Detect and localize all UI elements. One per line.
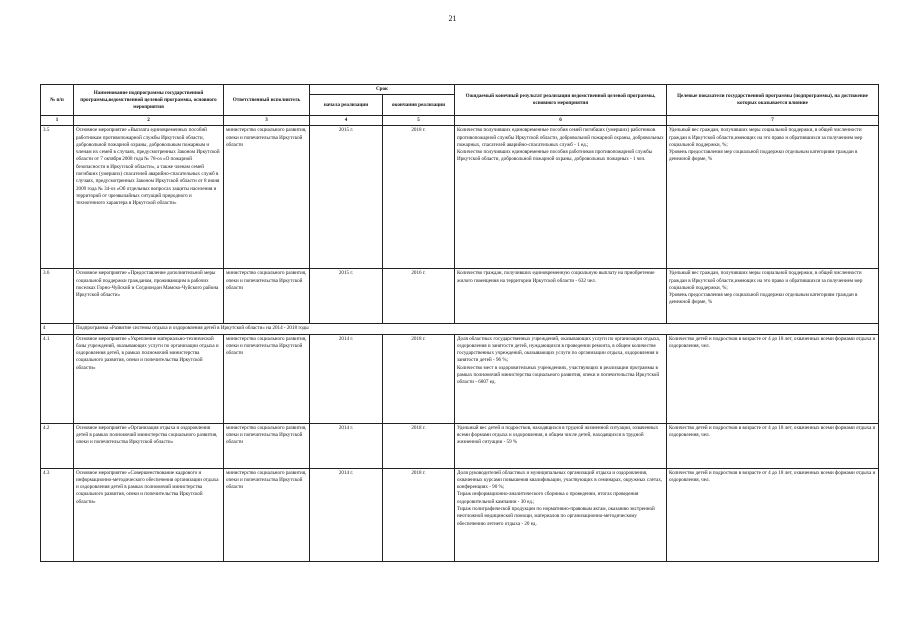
row-name: Основное мероприятие «Совершенствование кадрового и информационно-методического обеспечения организации отдыха и оздоровления детей в рамках полномочий министерства социального развития, опеки и попечительства Иркутской области» xyxy=(74,468,224,561)
header-row xyxy=(41,85,879,95)
table-row xyxy=(41,269,879,324)
header-end: окончания реализации xyxy=(383,95,455,116)
program-table xyxy=(40,84,879,562)
row-num: 4.1 xyxy=(41,334,74,423)
row-num: 4.2 xyxy=(41,423,74,468)
column-number: 5 xyxy=(383,116,455,126)
header-term: Срок xyxy=(310,85,455,95)
section-row xyxy=(41,324,879,334)
column-number: 6 xyxy=(455,116,667,126)
column-number: 4 xyxy=(310,116,383,126)
row-start: 2015 г. xyxy=(310,269,383,324)
row-name: Основное мероприятие «Укрепление материально-технической базы учреждений, оказывающих услуги по организации отдыха и оздоровления детей, в рамках полномочий министерства социального развития, опеки и попечительства Иркутской области» xyxy=(74,334,224,423)
table-row xyxy=(41,468,879,561)
row-executor: министерство социального развития, опеки и попечительства Иркутской области xyxy=(224,423,310,468)
row-result: Доля руководителей областных и муниципальных организаций отдыха и оздоровления, охваченных курсами повышения квалификации, участвующих в семинарах, окружных слетах, конференциях - 90 %; Тираж информационно-аналитического сборника о проведении, итогах проведения оздоровительной кампании - 30 ед.; Тираж полиграфической продукции по нормативно-правовым актам, оказанию экстренной неотложной медицинской помощи, материалов по организационно-методическому обеспечению летнего отдыха - 20 ед. xyxy=(455,468,667,561)
row-start: 2014 г. xyxy=(310,334,383,423)
row-indicators: Удельный вес граждан, получивших меры социальной поддержки, в общей численности граждан в Иркутской области,имеющих на это право и обратившихся за получением мер социальной поддержки, %; Уровень предоставления мер социальной поддержки отдельным категориям граждан в денежной форме, % xyxy=(667,126,879,269)
row-executor: министерство социального развития, опеки и попечительства Иркутской области xyxy=(224,126,310,269)
row-start: 2014 г. xyxy=(310,423,383,468)
row-num: 3.5 xyxy=(41,126,74,269)
row-executor: министерство социального развития, опеки и попечительства Иркутской области xyxy=(224,334,310,423)
row-result: Количество граждан, получивших единовременную социальную выплату на приобретение жилого помещения на территории Иркутской области - 632 чел. xyxy=(455,269,667,324)
row-end: 2018 г. xyxy=(383,126,455,269)
column-number: 7 xyxy=(667,116,879,126)
row-indicators: Количество детей и подростков в возрасте от 4 до 18 лет, охваченных всеми формами отдыха и оздоровления, чел. xyxy=(667,423,879,468)
header-num: № п/п xyxy=(41,85,74,116)
row-result: Количество получивших единовременные пособия семей погибших (умерших) работников противопожарной службы Иркутской области, добровольной пожарной охраны, добровольных пожарных, спасателей аварийно-спасательных служб - 1 ед.; Количество получивших единовременные пособия работников противопожарной службы Иркутской области, добровольной пожарной охраны, добровольных пожарных - 1 чел. xyxy=(455,126,667,269)
row-indicators: Удельный вес граждан, получивших меры социальной поддержки, в общей численности граждан в Иркутской области,имеющих на это право и обратившихся за получением мер социальной поддержки, %; Уровень предоставления мер социальной поддержки отдельным категориям граждан в денежной форме, % xyxy=(667,269,879,324)
row-end: 2018 г. xyxy=(383,423,455,468)
row-executor: министерство социального развития, опеки и попечительства Иркутской области xyxy=(224,468,310,561)
row-num: 3.6 xyxy=(41,269,74,324)
row-result: Доля областных государственных учреждений, оказывающих услуги по организации отдыха, оздоровления и занятости детей, нуждающихся в проведении ремонта, в общем количестве государственных учреждений, оказывающих услуги по организации отдыха, оздоровления и занятости детей - 96 %; Количество мест в оздоровительных учреждениях, участвующих в реализации программы в рамках полномочий министерства социального развития, опеки и попечительства Иркутской области - 6807 ед. xyxy=(455,334,667,423)
row-executor: министерство социального развития, опеки и попечительства Иркутской области xyxy=(224,269,310,324)
row-name: Основное мероприятие «Предоставление дополнительной меры социальной поддержки гражданам, проживающим в рабочих поселках Горно-Чуйский и Согдиондон Мамско-Чуйского района Иркутской области» xyxy=(74,269,224,324)
table-row xyxy=(41,126,879,269)
section-title: Подпрограмма «Развитие системы отдыха и оздоровления детей в Иркутской области» на 2014 - 2018 годы xyxy=(74,324,879,334)
page-number: 21 xyxy=(448,14,457,23)
section-num: 4 xyxy=(41,324,74,334)
row-end: 2018 г. xyxy=(383,468,455,561)
row-end: 2018 г. xyxy=(383,334,455,423)
table-row xyxy=(41,423,879,468)
row-num: 4.3 xyxy=(41,468,74,561)
row-start: 2014 г. xyxy=(310,468,383,561)
table-row xyxy=(41,334,879,423)
row-name: Основное мероприятие «Организация отдыха и оздоровления детей в рамках полномочий министерства социального развития, опеки и попечительства Иркутской области» xyxy=(74,423,224,468)
header-result: Ожидаемый конечный результат реализации ведомственной целевой программы, основного мероприятия xyxy=(455,85,667,116)
row-name: Основное мероприятие «Выплата единовременных пособий работникам противопожарной службы Иркутской области, добровольной пожарной охраны, добровольным пожарным и членам их семей в случаях, предусмотренных Законом Иркутской области от 7 октября 2008 года № 78-оз «О пожарной безопасности в Иркутской области», а также членам семей погибших (умерших) спасателей аварийно-спасательных служб в случаях, предусмотренных Законом Иркутской области от 8 июня 2009 года № 34-оз «Об отдельных вопросах защиты населения и территорий от чрезвычайных ситуаций природного и техногенного характера в Иркутской области» xyxy=(74,126,224,269)
row-start: 2015 г. xyxy=(310,126,383,269)
header-name: Наименование подпрограммы государственной программы,ведомственной целевой программы, основного мероприятия xyxy=(74,85,224,116)
row-indicators: Количество детей и подростков в возрасте от 4 до 18 лет, охваченных всеми формами отдыха и оздоровления, чел. xyxy=(667,468,879,561)
column-number: 3 xyxy=(224,116,310,126)
column-number: 2 xyxy=(74,116,224,126)
column-number: 1 xyxy=(41,116,74,126)
row-result: Удельный вес детей и подростков, находящихся в трудной жизненной ситуации, охваченных всеми формами отдыха и оздоровления, в общем числе детей, находящихся в трудной жизненной ситуации - 59 % xyxy=(455,423,667,468)
column-numbers-row xyxy=(41,116,879,126)
header-start: начала реализации xyxy=(310,95,383,116)
row-end: 2016 г. xyxy=(383,269,455,324)
header-indicators: Целевые показатели государственной программы (подпрограммы), на достижение которых оказывается влияние xyxy=(667,85,879,116)
row-indicators: Количество детей и подростков в возрасте от 4 до 18 лет, охваченных всеми формами отдыха и оздоровления, чел. xyxy=(667,334,879,423)
header-executor: Ответственный исполнитель xyxy=(224,85,310,116)
